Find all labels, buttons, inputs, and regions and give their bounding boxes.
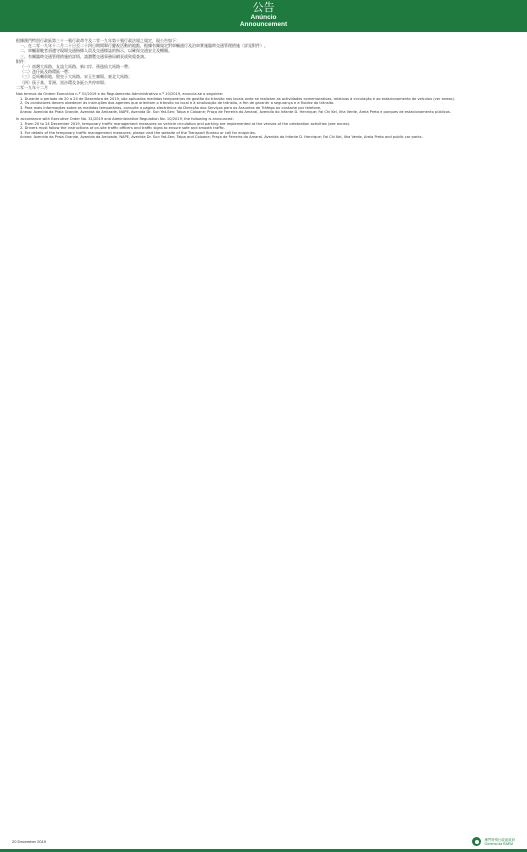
pt-para: 1. Durante o período de 20 a 24 de Dezembro de 2019, são aplicadas medidas temporárias de gestão do trânsito nos locais onde se realizam as actividades comemorativas, relativas à circulação e ao estacionamento de veículos (ver anexo). xyxy=(20,96,456,101)
en-para: 3. For details of the temporary traffic management measures, please visit the website of the Transport Bureau or call for enquiries. xyxy=(20,130,257,135)
pt-para: 2. Os condutores devem obedecer às instruções dos agentes que orientam o trânsito no local e à sinalização de trânsito, a fim de garantir a segurança e a fluidez do trânsito. xyxy=(20,101,335,106)
pt-para: Nos termos da Ordem Executiva n.º 31/2019 e do Regulamento Administrativo n.º 10/2019, anuncia-se o seguinte: xyxy=(16,92,224,97)
zh-para: 根據澳門特別行政區第三十一號行政命令及二零一九年第十號行政法規之規定，現公告如下： xyxy=(16,38,180,43)
en-para: 1. From 20 to 24 December 2019, temporary traffic management measures on vehicle circulation and parking are implemented at the venues of the celebration activities (see annex). xyxy=(20,121,351,126)
org-line-2: Governo da RAEM xyxy=(484,841,513,846)
zh-para: （四）筷子基、青洲、黑沙環及各區公共停車場； xyxy=(20,79,108,85)
zh-para: （二）氹仔區及路環區一帶； xyxy=(20,69,72,75)
zh-para: 一、在二零一九年十二月二十日至二十四日期間舉行慶祝活動的地點，根據有關規定對車輛通行及泊車實施臨時交通管理措施（詳見附件）。 xyxy=(20,43,268,49)
pt-para: Anexo: Avenida da Praia Grande, Avenida da Amizade, NAPE, Avenida Dr. Sun Yat-Sen; Taipa e Coloane; Praça de Ferreira do Amaral, Avenida do Infante D. Henrique; Fai Chi Kei, Ilha Verde, Areia Preta e parques de estacionamento públicos. xyxy=(20,110,451,115)
zh-para: 三、有關臨時交通管理措施的詳情，請瀏覽交通事務局網頁或致電查詢。 xyxy=(20,53,148,59)
government-logo-icon xyxy=(472,837,481,846)
en-para: In accordance with Executive Order No. 31/2019 and Administrative Regulation No. 10/2019, the following is announced: xyxy=(16,117,234,121)
en-para: Annex: Avenida da Praia Grande, Avenida da Amizade, NAPE, Avenida Dr. Sun Yat-Sen; Taipa and Coloane; Praça de Ferreira do Amaral, Avenida do Infante D. Henrique; Fai Chi Kei, Ilha Verde, Areia Preta and public car parks. xyxy=(20,135,423,140)
en-para: 2. Drivers must follow the instructions of on-site traffic officers and traffic signs to ensure safe and smooth traffic. xyxy=(20,126,225,131)
org-line-1: 澳門特別行政區政府 xyxy=(484,837,515,842)
zh-date: 二零一九年十二月 xyxy=(16,84,48,90)
announcement-header xyxy=(0,0,527,32)
header-title-en: Announcement xyxy=(239,21,288,28)
footer-date: 20 December 2019 xyxy=(12,839,47,844)
footer-org xyxy=(472,837,515,846)
announcement-body xyxy=(16,38,513,828)
zh-para: （三）亞馬喇前地、殷皇子大馬路、宋玉生廣場、東北大馬路； xyxy=(20,74,132,80)
zh-para: 附件： xyxy=(16,58,28,64)
pt-para: 3. Para mais informações sobre as medidas temporárias, consulte a página electrónica da Direcção dos Serviços para os Assuntos de Tráfego ou contacte por telefone. xyxy=(20,105,322,110)
header-title-pt: Anúncio xyxy=(250,14,277,21)
header-title-zh: 公告 xyxy=(252,1,275,14)
footer xyxy=(12,832,515,846)
zh-para: 二、車輛駕駛者須遵守現場交通指揮人員及交通標誌的指示，以確保交通安全及暢順。 xyxy=(20,48,172,54)
zh-para: （一）南灣大馬路、友誼大馬路、新口岸、孫逸仙大馬路一帶； xyxy=(20,64,132,70)
